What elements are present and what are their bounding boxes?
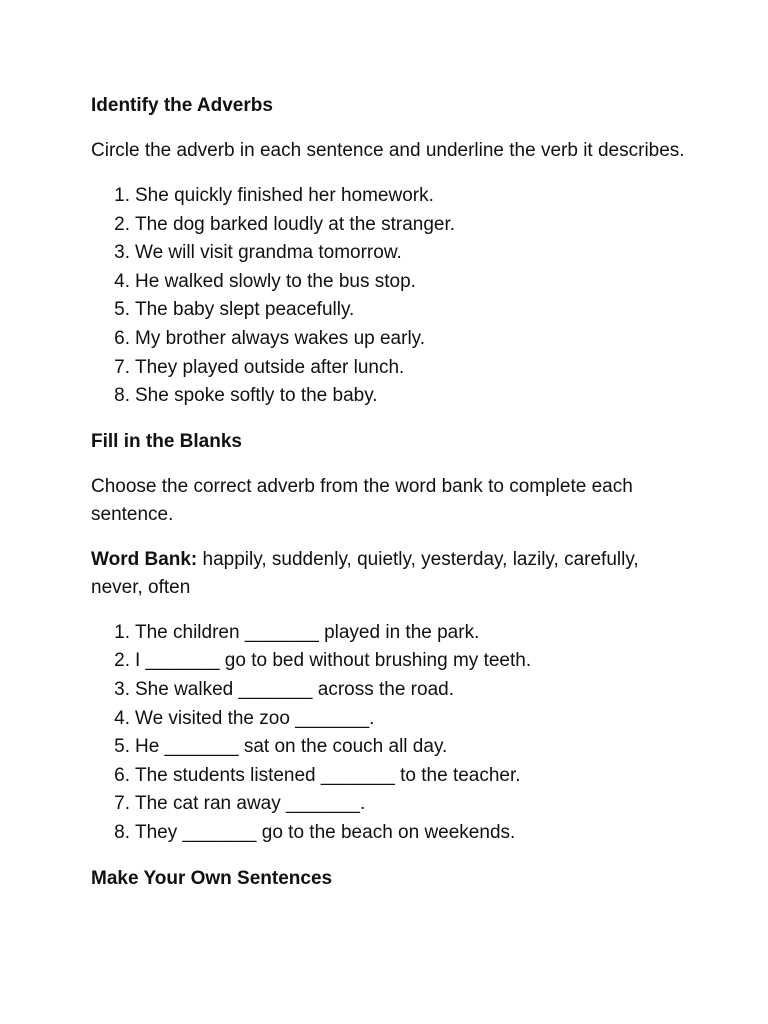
list-item xyxy=(91,182,688,211)
list-item-number: 4. xyxy=(114,270,130,292)
list-item xyxy=(91,296,688,325)
list-item-number: 6. xyxy=(114,327,130,349)
list-item-text: She quickly finished her homework. xyxy=(135,185,434,206)
word-bank-label: Word Bank: xyxy=(91,548,198,570)
adverb-sentence-list xyxy=(91,182,688,411)
list-item-text: I _______ go to bed without brushing my teeth. xyxy=(135,650,532,672)
word-bank xyxy=(91,546,688,602)
list-item-number: 4. xyxy=(114,707,130,729)
section-instructions-identify-adverbs: Circle the adverb in each sentence and underline the verb it describes. xyxy=(91,140,685,161)
list-item-number: 2. xyxy=(114,650,130,672)
list-item-text: We will visit grandma tomorrow. xyxy=(135,242,402,264)
list-item-text: My brother always wakes up early. xyxy=(135,327,426,349)
list-item-number: 3. xyxy=(114,678,130,700)
section-heading-own-sentences: Make Your Own Sentences xyxy=(91,867,333,889)
list-item xyxy=(91,239,688,268)
list-item xyxy=(91,619,688,648)
list-item-number: 8. xyxy=(114,385,130,407)
list-item-number: 1. xyxy=(114,185,130,206)
list-item xyxy=(91,733,688,762)
list-item-number: 1. xyxy=(114,621,130,643)
word-bank-words: happily, suddenly, quietly, yesterday, lazily, carefully, never, often xyxy=(91,548,639,598)
list-item-number: 7. xyxy=(114,793,130,815)
fill-blank-sentence-list xyxy=(91,619,688,848)
list-item-number: 3. xyxy=(114,242,130,264)
list-item xyxy=(91,325,688,354)
list-item-text: He _______ sat on the couch all day. xyxy=(135,736,448,758)
list-item xyxy=(91,705,688,734)
list-item-text: We visited the zoo _______. xyxy=(135,707,375,729)
list-item-text: They played outside after lunch. xyxy=(135,356,405,378)
list-item xyxy=(91,819,688,848)
list-item-text: The baby slept peacefully. xyxy=(135,299,355,321)
list-item xyxy=(91,647,688,676)
section-heading-fill-blanks: Fill in the Blanks xyxy=(91,430,242,452)
list-item-number: 5. xyxy=(114,299,130,321)
list-item-text: The children _______ played in the park. xyxy=(135,621,480,643)
list-item-text: She spoke softly to the baby. xyxy=(135,385,378,407)
list-item-text: They _______ go to the beach on weekends. xyxy=(135,821,516,843)
list-item-number: 7. xyxy=(114,356,130,378)
list-item-text: The students listened _______ to the teacher. xyxy=(135,764,521,786)
list-item-text: He walked slowly to the bus stop. xyxy=(135,270,416,292)
list-item-text: The cat ran away _______. xyxy=(135,793,366,815)
list-item xyxy=(91,211,688,240)
list-item xyxy=(91,676,688,705)
list-item xyxy=(91,790,688,819)
section-instructions-fill-blanks: Choose the correct adverb from the word bank to complete each sentence. xyxy=(91,475,633,525)
list-item-number: 8. xyxy=(114,821,130,843)
list-item xyxy=(91,762,688,791)
list-item-number: 5. xyxy=(114,736,130,758)
list-item xyxy=(91,354,688,383)
list-item-text: She walked _______ across the road. xyxy=(135,678,454,700)
list-item xyxy=(91,268,688,297)
list-item-number: 6. xyxy=(114,764,130,786)
list-item-text: The dog barked loudly at the stranger. xyxy=(135,213,456,235)
list-item-number: 2. xyxy=(114,213,130,235)
list-item xyxy=(91,382,688,411)
section-heading-identify-adverbs: Identify the Adverbs xyxy=(91,95,273,116)
